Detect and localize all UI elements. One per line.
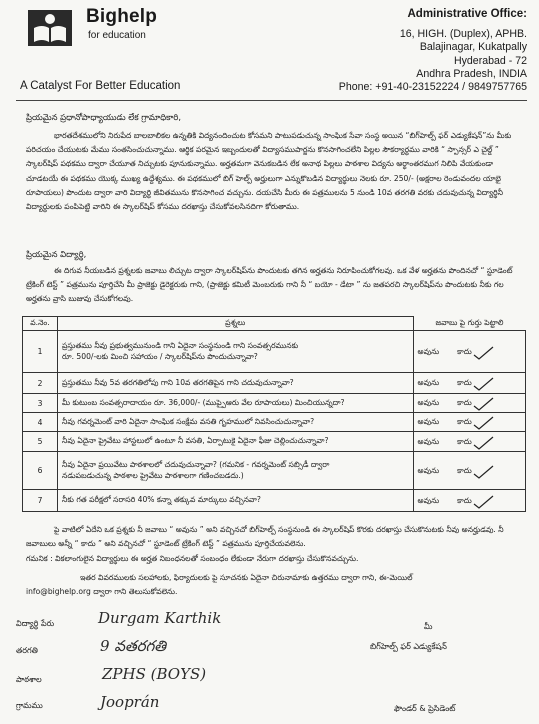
no-option-checked[interactable]: కాదు bbox=[457, 398, 472, 407]
answer-cell bbox=[413, 331, 526, 373]
question-text: నీవు ఏదైనా ప్రైవేటు హాస్టలులో ఉంటూ నీ వసతి, ఏర్పాటుకై ఏదైనా ఫీజు చెల్లించుచున్నావా? bbox=[58, 432, 414, 452]
table-row bbox=[23, 432, 526, 452]
question-text bbox=[58, 452, 414, 490]
table-row bbox=[23, 373, 526, 394]
answer-cell bbox=[413, 452, 526, 490]
row-number: 1 bbox=[23, 331, 58, 373]
contact-email: info@bighelp.org ద్వారా గాని తెలుసుకోవలెను. bbox=[26, 587, 178, 596]
question-line: రూ. 500/-లకు మించి సహాయం / స్కాలర్‌షిప్‌ను పొందుచున్నావా? bbox=[62, 351, 258, 361]
no-option-checked[interactable]: కాదు bbox=[457, 436, 472, 446]
office-line: 16, HIGH. (Duplex), APHB. bbox=[399, 28, 527, 41]
row-number: 4 bbox=[23, 413, 58, 432]
question-text: మీ కుటుంబ సంవత్సరాదాయం రూ. 36,000/- (ముప్పైఆరు వేల రూపాయలు) మించియున్నదా? bbox=[58, 394, 414, 413]
question-line: నడుపబడుచున్న పాఠశాల ప్రైవేటు పాఠశాలగా గణించబడదు.) bbox=[62, 470, 244, 480]
disqualification-paragraph: పై వాటిలో ఏదేని ఒక ప్రశ్నకు నీ జవాబు “ అవును ” అని వచ్చినచో బిగ్‌హెల్ప్ సంస్థనుండి ఈ స్కాలర్‌షిప్ కొరకు దరఖాస్తు చేసుకొనుటకు నీవు అనర్హుడవు. నీ జవాబులు అన్నీ “ కాదు ” అని వచ్చినచో “ స్టూడెంట్ ట్రేకింగ్ టెస్ట్ ” పత్రమును పూర్తిచేయవలెను. bbox=[26, 525, 504, 549]
eligibility-table bbox=[22, 316, 526, 512]
school-value[interactable]: ZPHS (BOYS) bbox=[102, 665, 207, 683]
village-value[interactable]: Jooprán bbox=[100, 693, 160, 711]
answer-cell bbox=[413, 432, 526, 452]
brand-subtitle: for education bbox=[88, 30, 146, 41]
yes-option[interactable]: అవును bbox=[417, 465, 440, 475]
student-salutation: ప్రియమైన విద్యార్థి, bbox=[26, 249, 87, 259]
table-row bbox=[23, 394, 526, 413]
no-option-checked[interactable]: కాదు bbox=[457, 465, 472, 475]
office-address bbox=[287, 8, 527, 94]
no-option-checked[interactable]: కాదు bbox=[457, 495, 472, 505]
student-name-value[interactable]: Durgam Karthik bbox=[98, 609, 222, 627]
row-number: 5 bbox=[23, 432, 58, 452]
question-text: నీకు గత పరీక్షలో సరాసరి 40% కన్నా తక్కువ మార్కులు వచ్చినవా? bbox=[58, 490, 414, 512]
header-serial: వ.నెం. bbox=[23, 317, 58, 331]
checkmark-icon bbox=[472, 346, 494, 358]
yes-option[interactable]: అవును bbox=[417, 398, 440, 407]
table-header-row bbox=[23, 317, 526, 331]
yes-option[interactable]: అవును bbox=[417, 346, 440, 356]
no-option-checked[interactable]: కాదు bbox=[457, 378, 472, 387]
question-text: ప్రస్తుతము నీవు 5వ తరగతిలోపు గాని 10వ తరగతిపైన గాని చదువుచున్నావా? bbox=[58, 373, 414, 394]
signoff-title: ఫౌండర్ & ప్రెసిడెంట్ bbox=[394, 704, 456, 713]
yes-option[interactable]: అవును bbox=[417, 495, 440, 505]
answer-cell bbox=[413, 394, 526, 413]
checkmark-icon bbox=[472, 436, 494, 448]
signoff-yours: మీ bbox=[424, 622, 433, 631]
note-paragraph: గమనిక : వికలాంగులైన విద్యార్థులు ఈ అర్హత నిబంధనలతో సంబంధం లేకుండా నేరుగా దరఖాస్తు చేసుకొనవచ్చును. bbox=[26, 554, 359, 563]
eligibility-paragraph: ఈ దిగువ నీయబడిన ప్రశ్నలకు జవాబు లిచ్చుట ద్వారా స్కాలర్‌షిప్‌ను పొందుటకు తగిన అర్హతను నిరూపించుకోగలవు. ఒక వేళ అర్హతను పొందినచో “ స్టూడెంట్ ట్రేకింగ్ టెస్ట్ ” పత్రమును పూర్తిచేసి మీ ప్రాజెక్టు డైరెక్టరుకు గాని, (ప్రాజెక్టు కమిటీ మెంబరుకు గాని నీ “ బయో - డేటా ” ను జతపరచి స్కాలర్‌షిప్‌ను పొందుటకు నీకు గల అర్హతను వ్రాసి బుజువు చేసుకోగలవు. bbox=[26, 266, 513, 304]
checkmark-icon bbox=[472, 495, 494, 507]
checkmark-icon bbox=[472, 416, 494, 428]
signoff-organization: బిగ్‌హెల్ప్ ఫర్ ఎడ్యుకేషన్ bbox=[370, 642, 447, 651]
office-phone: Phone: +91-40-23152224 / 9849757765 bbox=[338, 81, 527, 94]
table-row bbox=[23, 331, 526, 373]
header-answer: జవాబు పై గుర్తు పెట్టాలి bbox=[413, 317, 526, 331]
yes-option[interactable]: అవును bbox=[417, 436, 440, 446]
village-label: గ్రామము bbox=[16, 701, 43, 710]
answer-cell bbox=[413, 490, 526, 512]
table-row bbox=[23, 490, 526, 512]
header-divider bbox=[16, 100, 527, 101]
table-row bbox=[23, 413, 526, 432]
contact-paragraph: ఇతర వివరములకు సలహాలకు, ఫిర్యాదులకు పై సూచనకు ఏదైనా చిరునామాకు ఉత్తరము ద్వారా గాని, ఈ-మెయిల్ bbox=[80, 573, 413, 582]
question-line: ప్రస్తుతము నీవు ప్రభుత్వమునుండి గాని ఏదైనా సంస్థనుండి గాని సంవత్సరమునకు bbox=[62, 340, 299, 350]
checkmark-icon bbox=[472, 377, 494, 389]
table-row bbox=[23, 452, 526, 490]
yes-option[interactable]: అవును bbox=[417, 417, 440, 426]
yes-option[interactable]: అవును bbox=[417, 378, 440, 387]
office-line: Hyderabad - 72 bbox=[453, 54, 527, 67]
class-value[interactable]: 9 వతరగతి bbox=[100, 637, 167, 655]
row-number: 3 bbox=[23, 394, 58, 413]
bighelp-logo bbox=[22, 8, 78, 48]
intro-paragraph: భారతదేశములోని నిరుపేద బాలబాలికల ఉన్నతికి విద్యనందించుట కోసమని పాటుపడుచున్న సాంఘిక సేవా సంస్థ అయిన “బిగ్‌హెల్ప్ ఫర్ ఎడ్యుకేషన్”ను మీకు పరిచయం చేయుటకు మేము సంతసించుచున్నాము. ఆర్థిక పరమైన ఇబ్బందులతో విద్యాసముపార్జను కొనసాగించలేని పిల్లల సౌకర్యార్థము వారికి “ స్పాన్సర్ ఎ చైల్డ్ ” స్కాలర్‌షిప్ పథకము ద్వారా చేయూత నిచ్చుటకు పూనుకున్నాము. అర్హతమగా వెనుకబడిన లేక అనాథ పిల్లలు పాఠశాల విద్యను అర్థాంతరముగ నిలిపి వేయకుండా చూడటయే ఈ పథకము యొక్క ముఖ్య ఉద్దేశ్యము. ఈ పథకములో బిగ్ హెల్ప్ అర్హులుగా ఎన్నుకొబడిన విద్యార్థులు నెలకు రూ. 250/- (అక్షరాల రెండువందల యాభై రూపాయలు) పొందుట ద్వారా వారి విద్యార్థి జీవితమును కొనసాగించ వచ్చును. దయచేసి మీరు ఈ పత్రములను 5 నుండి 10వ తరగతి వరకు చదువుచున్న విద్యార్థినీ విద్యార్థులకు పంపిపెట్టి వారిని ఈ స్కాలర్‌షిప్ కోసము దరఖాస్తు చేసుకోవలసినదిగా కోరుతాము. bbox=[26, 131, 512, 212]
salutation: ప్రియమైన ప్రధానోపాధ్యాయుడు లేక గ్రామాధికారి, bbox=[26, 112, 182, 122]
office-line: Andhra Pradesh, INDIA bbox=[416, 67, 527, 80]
checkmark-icon bbox=[472, 465, 494, 477]
school-label: పాఠశాల bbox=[16, 675, 42, 684]
question-text: నీవు గవర్నమెంట్ వారి ఏదైనా సాంఘిక సంక్షేమ వసతి గృహములో నివసించుచున్నావా? bbox=[58, 413, 414, 432]
row-number: 7 bbox=[23, 490, 58, 512]
tagline: A Catalyst For Better Education bbox=[20, 80, 181, 92]
question-line: నీవు ఏదైనా ప్రయివేటు పాఠశాలలో చదువుచున్నావా? (గమనిక - గవర్నమెంట్ సబ్సిడీ ద్వారా bbox=[62, 459, 330, 469]
office-title: Administrative Office: bbox=[407, 8, 527, 20]
row-number: 2 bbox=[23, 373, 58, 394]
header-questions: ప్రశ్నలు bbox=[58, 317, 414, 331]
checkmark-icon bbox=[472, 397, 494, 409]
office-line: Balajinagar, Kukatpally bbox=[419, 41, 527, 54]
brand-name: Bighelp bbox=[86, 6, 158, 27]
no-option-checked[interactable]: కాదు bbox=[457, 346, 472, 356]
student-name-label: విద్యార్థి పేరు bbox=[16, 619, 55, 628]
no-option-checked[interactable]: కాదు bbox=[457, 417, 472, 426]
answer-cell bbox=[413, 373, 526, 394]
class-label: తరగతి bbox=[16, 646, 38, 655]
answer-cell bbox=[413, 413, 526, 432]
question-text bbox=[58, 331, 414, 373]
row-number: 6 bbox=[23, 452, 58, 490]
